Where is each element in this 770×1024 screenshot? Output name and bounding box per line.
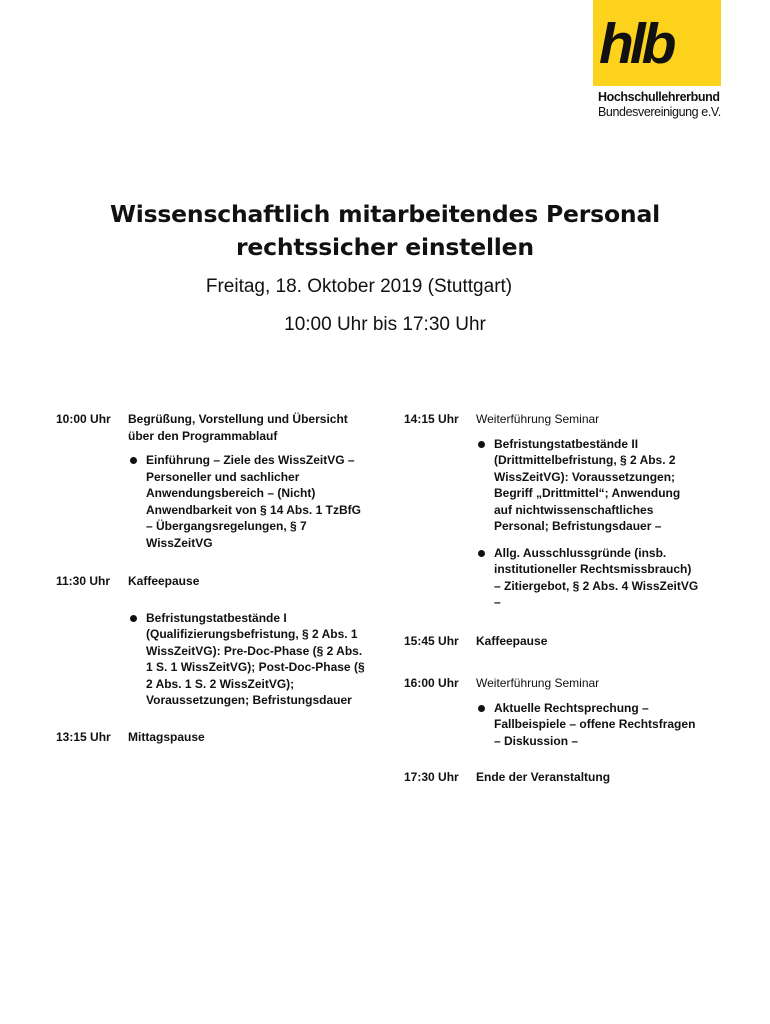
event-title-line1: Wissenschaftlich mitarbeitendes Personal bbox=[110, 200, 660, 228]
schedule-left-column bbox=[56, 411, 376, 745]
organization-name bbox=[598, 90, 721, 120]
schedule-entry bbox=[404, 633, 714, 650]
entry-time: 17:30 Uhr bbox=[404, 770, 459, 784]
hlb-logo bbox=[593, 0, 721, 86]
entry-bullet: Aktuelle Rechtsprechung – Fallbeispiele – offene Rechtsfragen – Diskussion – bbox=[476, 700, 701, 750]
entry-bullet: Einführung – Ziele des WissZeitVG – Personeller und sachlicher Anwendungsbereich – (Nicht) Anwendbarkeit von § 14 Abs. 1 TzBfG – Übergangsregelungen, § 7 WissZeitVG bbox=[128, 452, 368, 551]
entry-bullet: Befristungstatbestände II (Drittmittelbefristung, § 2 Abs. 2 WissZeitVG): Voraussetzungen; Begriff „Drittmittel“; Anwendung auf nichtwissenschaftliches Personal; Befristungsdauer – bbox=[476, 436, 701, 535]
event-date: Freitag, 18. Oktober 2019 (Stuttgart) bbox=[205, 276, 513, 297]
logo-wordmark: hlb bbox=[599, 12, 673, 76]
entry-heading: Kaffeepause bbox=[128, 574, 200, 588]
event-title bbox=[0, 198, 770, 264]
schedule-entry bbox=[56, 573, 376, 590]
entry-bullet: Allg. Ausschlussgründe (insb. institutioneller Rechtsmissbrauch) – Zitiergebot, § 2 Abs. 4 WissZeitVG – bbox=[476, 545, 701, 611]
organization-name-line1: Hochschullehrerbund bbox=[598, 90, 720, 104]
schedule-entry bbox=[56, 411, 376, 551]
schedule-entry bbox=[56, 610, 376, 709]
schedule-entry bbox=[404, 769, 714, 786]
entry-time: 11:30 Uhr bbox=[56, 574, 111, 588]
event-time: 10:00 Uhr bis 17:30 Uhr bbox=[284, 314, 486, 335]
entry-heading: Weiterführung Seminar bbox=[476, 676, 600, 690]
entry-heading: Kaffeepause bbox=[476, 633, 548, 648]
event-title-line2: rechtssicher einstellen bbox=[236, 233, 534, 261]
organization-name-line2: Bundesvereinigung e.V. bbox=[598, 105, 721, 119]
entry-heading: Ende der Veranstaltung bbox=[476, 770, 611, 784]
schedule-entry bbox=[56, 729, 376, 746]
entry-heading: Weiterführung Seminar bbox=[476, 412, 600, 426]
entry-time: 10:00 Uhr bbox=[56, 412, 111, 426]
schedule-entry bbox=[404, 675, 714, 749]
entry-heading: Mittagspause bbox=[128, 729, 205, 744]
entry-time: 14:15 Uhr bbox=[404, 412, 459, 426]
entry-time: 13:15 Uhr bbox=[56, 729, 111, 744]
entry-heading: Begrüßung, Vorstellung und Übersicht über den Programmablauf bbox=[128, 412, 348, 443]
schedule-entry bbox=[404, 411, 714, 611]
entry-time: 15:45 Uhr bbox=[404, 633, 459, 648]
schedule-right-column bbox=[404, 411, 714, 786]
entry-bullet: Befristungstatbestände I (Qualifizierungsbefristung, § 2 Abs. 1 WissZeitVG): Pre-Doc-Phase (§ 2 Abs. 1 S. 1 WissZeitVG); Post-Doc-Phase (§ 2 Abs. 1 S. 2 WissZeitVG); Voraussetzungen; Befristungsdauer bbox=[128, 610, 368, 709]
entry-time: 16:00 Uhr bbox=[404, 676, 459, 690]
